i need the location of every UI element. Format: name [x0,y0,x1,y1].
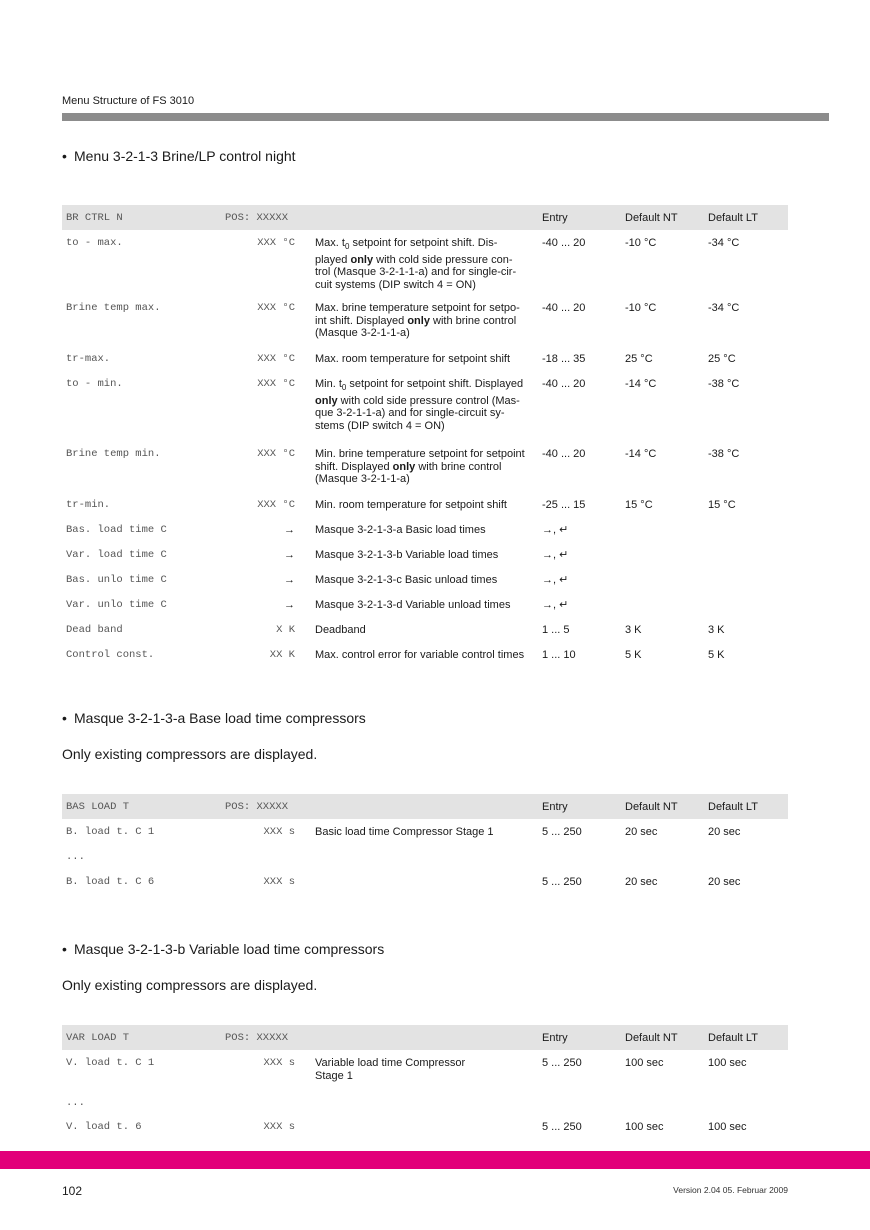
table-row [62,492,788,517]
row-entry: →, ↵ [542,524,569,536]
arrow-right-icon: → [284,524,295,536]
row-description: Min. $t_0$ setpoint for setpoint shift. Displayed only with cold side pressure control (Mas- que 3-2-1-1-a) and for single-circuit sy- stems (DIP switch 4 = ON) [315,378,524,432]
col-header-pos: POS: XXXXX [225,212,289,224]
row-name: to - min. [66,378,123,390]
col-header-name: BR CTRL N [66,212,123,224]
row-default-lt: 100 sec [708,1121,747,1133]
row-name: V. load t. 6 [66,1121,142,1133]
col-header-name: VAR LOAD T [66,1032,130,1044]
col-header-pos: POS: XXXXX [225,1032,289,1044]
row-entry: →, ↵ [542,549,569,561]
row-description: Masque 3-2-1-3-d Variable unload times [315,599,511,611]
table-row [62,1050,788,1090]
row-pos: XXX °C [257,237,295,249]
section-title-text: Masque 3-2-1-3-b Variable load time compressors [74,941,385,957]
row-default-nt: 25 °C [625,353,653,365]
row-default-lt: -34 °C [708,237,740,249]
row-description: Masque 3-2-1-3-a Basic load times [315,524,486,536]
col-header-default-lt: Default LT [708,801,758,813]
row-name: Dead band [66,624,123,636]
row-default-lt: 3 K [708,624,725,636]
row-name: B. load t. C 6 [66,876,155,888]
row-entry: -40 ... 20 [542,302,586,314]
row-entry: →, ↵ [542,574,569,586]
row-default-lt: -38 °C [708,448,740,460]
table-row [62,346,788,371]
row-description: Max. brine temperature setpoint for setpo- int shift. Displayed only with brine control (Masque 3-2-1-1-a) [315,302,520,339]
version-info: Version 2.04 05. Februar 2009 [673,1185,788,1195]
bullet: • [62,941,67,957]
row-entry: -25 ... 15 [542,499,586,511]
row-pos: XXX °C [257,378,295,390]
row-default-lt: 5 K [708,649,725,661]
row-description: Max. $t_0$ setpoint for setpoint shift. Dis- played only with cold side pressure con- trol (Masque 3-2-1-1-a) and for single-cir- cuit systems (DIP switch 4 = ON) [315,237,517,291]
row-pos: XXX °C [257,302,295,314]
row-name: tr-min. [66,499,111,511]
table-row [62,295,788,346]
row-name: Var. unlo time C [66,599,167,611]
row-default-lt: 20 sec [708,826,741,838]
bullet: • [62,148,67,164]
row-pos: XXX s [263,826,295,838]
table-row [62,642,788,667]
row-default-nt: 100 sec [625,1057,664,1069]
row-pos: XXX s [263,876,295,888]
row-name: V. load t. C 1 [66,1057,155,1069]
row-name: Brine temp max. [66,302,161,314]
row-entry: -40 ... 20 [542,378,586,390]
col-header-default-nt: Default NT [625,1032,678,1044]
row-name: Bas. load time C [66,524,167,536]
col-header-name: BAS LOAD T [66,801,130,813]
header-divider [62,113,829,121]
arrow-right-icon: → [284,599,295,611]
col-header-entry: Entry [542,1032,568,1044]
row-pos: XXX s [263,1121,295,1133]
row-description: Masque 3-2-1-3-b Variable load times [315,549,499,561]
table-row [62,1114,788,1139]
row-pos: XXX °C [257,499,295,511]
table-row [62,819,788,844]
table-row [62,617,788,642]
col-header-entry: Entry [542,212,568,224]
row-pos: XXX °C [257,353,295,365]
row-ellipsis: ... [66,851,85,863]
section-note: Only existing compressors are displayed. [62,746,318,762]
row-pos: X K [276,624,295,636]
row-entry: -40 ... 20 [542,448,586,460]
row-default-nt: 20 sec [625,826,658,838]
row-description: Max. room temperature for setpoint shift [315,353,511,365]
page-number: 102 [62,1184,83,1198]
row-description: Masque 3-2-1-3-c Basic unload times [315,574,498,586]
row-name: to - max. [66,237,123,249]
row-default-nt: -14 °C [625,448,657,460]
table-header [62,205,788,230]
section-note: Only existing compressors are displayed. [62,977,318,993]
row-name: tr-max. [66,353,111,365]
table-row [62,1090,788,1114]
row-description: Min. room temperature for setpoint shift [315,499,507,511]
row-description: Max. control error for variable control times [315,649,525,661]
row-entry: →, ↵ [542,599,569,611]
section-title-text: Menu 3-2-1-3 Brine/LP control night [74,148,296,164]
table-row [62,567,788,592]
menu-table [62,1025,788,1139]
row-default-nt: -14 °C [625,378,657,390]
row-description: Deadband [315,624,366,636]
row-default-lt: 15 °C [708,499,736,511]
table-row [62,844,788,869]
row-default-lt: 100 sec [708,1057,747,1069]
row-name: Bas. unlo time C [66,574,167,586]
row-name: Brine temp min. [66,448,161,460]
col-header-default-lt: Default LT [708,1032,758,1044]
section-title [62,941,384,957]
row-default-lt: -34 °C [708,302,740,314]
row-default-nt: -10 °C [625,302,657,314]
row-default-lt: 20 sec [708,876,741,888]
section-title-text: Masque 3-2-1-3-a Base load time compressors [74,710,366,726]
row-name: Control const. [66,649,155,661]
row-entry: -18 ... 35 [542,353,586,365]
row-entry: 5 ... 250 [542,1121,582,1133]
table-row [62,230,788,295]
row-entry: 1 ... 5 [542,624,570,636]
arrow-right-icon: → [284,549,295,561]
row-pos: XX K [269,649,295,661]
row-default-nt: 100 sec [625,1121,664,1133]
table-header [62,1025,788,1050]
bullet: • [62,710,67,726]
row-entry: 5 ... 250 [542,826,582,838]
row-entry: 5 ... 250 [542,876,582,888]
row-default-lt: -38 °C [708,378,740,390]
table-header [62,794,788,819]
row-entry: -40 ... 20 [542,237,586,249]
row-default-nt: 5 K [625,649,642,661]
col-header-default-lt: Default LT [708,212,758,224]
row-description: Basic load time Compressor Stage 1 [315,826,494,838]
col-header-pos: POS: XXXXX [225,801,289,813]
row-entry: 1 ... 10 [542,649,576,661]
col-header-default-nt: Default NT [625,212,678,224]
arrow-right-icon: → [284,574,295,586]
table-row [62,542,788,567]
row-default-nt: 15 °C [625,499,653,511]
table-row [62,869,788,894]
section-title [62,710,366,726]
menu-table [62,205,788,667]
row-default-nt: -10 °C [625,237,657,249]
menu-table [62,794,788,894]
row-default-nt: 3 K [625,624,642,636]
table-row [62,371,788,441]
col-header-default-nt: Default NT [625,801,678,813]
section-title [62,148,296,164]
row-pos: XXX s [263,1057,295,1069]
row-description: Min. brine temperature setpoint for setpoint shift. Displayed only with brine control (Masque 3-2-1-1-a) [315,448,525,485]
page-header-title: Menu Structure of FS 3010 [62,95,195,107]
footer-accent-bar [0,1151,870,1169]
row-pos: XXX °C [257,448,295,460]
table-row [62,441,788,492]
col-header-entry: Entry [542,801,568,813]
row-ellipsis: ... [66,1097,85,1109]
row-default-nt: 20 sec [625,876,658,888]
row-name: B. load t. C 1 [66,826,155,838]
table-row [62,517,788,542]
row-name: Var. load time C [66,549,167,561]
row-description: Variable load time Compressor Stage 1 [315,1057,466,1082]
row-default-lt: 25 °C [708,353,736,365]
table-row [62,592,788,617]
row-entry: 5 ... 250 [542,1057,582,1069]
